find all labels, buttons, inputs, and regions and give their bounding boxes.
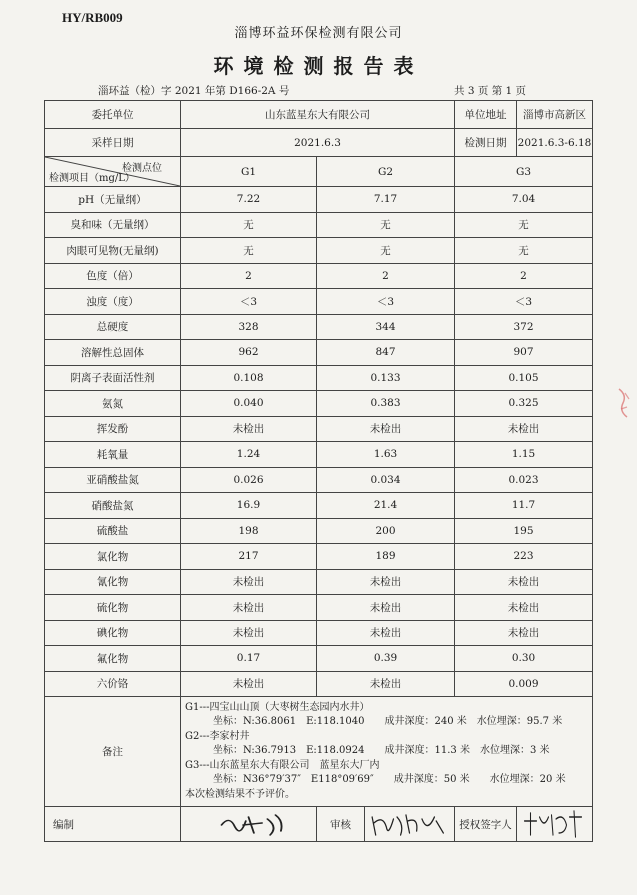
- client-row: [45, 101, 593, 129]
- compiled-by-label: 编制: [45, 807, 181, 842]
- signature-image: [181, 807, 316, 841]
- value-g3: 195: [455, 518, 593, 544]
- value-g3: 未检出: [455, 620, 593, 646]
- table-row: [45, 340, 593, 366]
- value-g3: 0.30: [455, 646, 593, 672]
- test-item-name: 耗氧量: [45, 442, 181, 468]
- signature-row: [45, 807, 593, 842]
- value-g2: 189: [317, 544, 455, 570]
- value-g1: 无: [181, 238, 317, 264]
- sampling-date-value: 2021.6.3: [181, 129, 455, 157]
- table-row: [45, 671, 593, 697]
- value-g1: 962: [181, 340, 317, 366]
- test-item-name: 亚硝酸盐氮: [45, 467, 181, 493]
- value-g2: 未检出: [317, 595, 455, 621]
- notes-label: 备注: [45, 697, 181, 807]
- table-row: [45, 442, 593, 468]
- value-g1: 328: [181, 314, 317, 340]
- column-header-g3: G3: [455, 157, 593, 187]
- table-row: [45, 391, 593, 417]
- authorized-signatory-label: 授权签字人: [455, 807, 517, 842]
- value-g2: 0.39: [317, 646, 455, 672]
- value-g3: 无: [455, 238, 593, 264]
- company-name: 淄博环益环保检测有限公司: [234, 26, 403, 41]
- test-item-label: 检测项目（mg/L）: [49, 173, 135, 184]
- table-row: [45, 416, 593, 442]
- test-item-name: 氟化物: [45, 646, 181, 672]
- signature-image: [517, 807, 592, 841]
- test-item-name: 硫酸盐: [45, 518, 181, 544]
- value-g2: 200: [317, 518, 455, 544]
- value-g1: 217: [181, 544, 317, 570]
- note-line: G3---山东蓝星东大有限公司 蓝星东大厂内: [185, 759, 380, 771]
- table-row: [45, 263, 593, 289]
- note-line: 坐标：N:36.8061 E:118.1040 成井深度：240 米 水位埋深：95.7 米: [213, 716, 563, 728]
- notes-row: [45, 697, 593, 807]
- table-row: [45, 365, 593, 391]
- value-g3: 11.7: [455, 493, 593, 519]
- address-value: 淄博市高新区: [517, 101, 593, 129]
- page-number: 共 3 页 第 1 页: [454, 85, 527, 97]
- table-row: [45, 238, 593, 264]
- value-g1: 0.17: [181, 646, 317, 672]
- table-row: [45, 187, 593, 213]
- table-row: [45, 620, 593, 646]
- report-title: 环境检测报告表: [213, 54, 424, 78]
- table-row: [45, 493, 593, 519]
- column-header-row: [45, 157, 593, 187]
- test-item-name: 总硬度: [45, 314, 181, 340]
- test-item-name: 碘化物: [45, 620, 181, 646]
- value-g2: 7.17: [317, 187, 455, 213]
- value-g1: 未检出: [181, 416, 317, 442]
- column-header-g1: G1: [181, 157, 317, 187]
- signature-image: [365, 807, 454, 841]
- value-g3: 1.15: [455, 442, 593, 468]
- client-label: 委托单位: [45, 101, 181, 129]
- value-g3: 223: [455, 544, 593, 570]
- note-line: 坐标：N:36.7913 E:118.0924 成井深度：11.3 米 水位埋深：3 米: [213, 745, 550, 757]
- value-g2: 0.133: [317, 365, 455, 391]
- value-g1: 7.22: [181, 187, 317, 213]
- value-g2: 0.034: [317, 467, 455, 493]
- value-g2: 344: [317, 314, 455, 340]
- table-row: [45, 595, 593, 621]
- column-header-g2: G2: [317, 157, 455, 187]
- value-g2: 2: [317, 263, 455, 289]
- value-g3: 0.009: [455, 671, 593, 697]
- diagonal-header-cell: [45, 157, 181, 187]
- sampling-point-label: 检测点位: [122, 163, 162, 174]
- value-g3: 0.023: [455, 467, 593, 493]
- value-g1: 2: [181, 263, 317, 289]
- reviewed-by-signature: [365, 807, 455, 842]
- value-g2: 无: [317, 238, 455, 264]
- table-row: [45, 212, 593, 238]
- table-row: [45, 518, 593, 544]
- testing-date-label: 检测日期: [455, 129, 517, 157]
- test-item-name: 阴离子表面活性剂: [45, 365, 181, 391]
- table-row: [45, 467, 593, 493]
- value-g3: 0.325: [455, 391, 593, 417]
- value-g1: ＜3: [181, 289, 317, 315]
- value-g1: 未检出: [181, 569, 317, 595]
- test-item-name: pH（无量纲）: [45, 187, 181, 213]
- value-g2: 未检出: [317, 416, 455, 442]
- table-row: [45, 646, 593, 672]
- value-g3: ＜3: [455, 289, 593, 315]
- table-row: [45, 289, 593, 315]
- value-g2: 21.4: [317, 493, 455, 519]
- value-g1: 未检出: [181, 595, 317, 621]
- address-label: 单位地址: [455, 101, 517, 129]
- note-line: 坐标：N36°79′37″ E118°09′69″ 成井深度：50 米 水位埋深：20 米: [213, 774, 566, 786]
- value-g3: 7.04: [455, 187, 593, 213]
- table-row: [45, 544, 593, 570]
- report-reference-number: 淄环益（检）字 2021 年第 D166-2A 号: [98, 85, 290, 97]
- authorized-signature: [517, 807, 593, 842]
- test-item-name: 六价铬: [45, 671, 181, 697]
- value-g1: 未检出: [181, 671, 317, 697]
- note-line: G2---李家村井: [185, 730, 250, 742]
- value-g3: 0.105: [455, 365, 593, 391]
- test-item-name: 肉眼可见物(无量纲): [45, 238, 181, 264]
- value-g2: 未检出: [317, 569, 455, 595]
- test-item-name: 氯化物: [45, 544, 181, 570]
- document-code: HY/RB009: [62, 10, 123, 25]
- value-g2: 未检出: [317, 620, 455, 646]
- value-g1: 0.108: [181, 365, 317, 391]
- notes-content: [181, 697, 593, 807]
- value-g2: 1.63: [317, 442, 455, 468]
- value-g1: 16.9: [181, 493, 317, 519]
- test-item-name: 臭和味（无量纲）: [45, 212, 181, 238]
- value-g1: 198: [181, 518, 317, 544]
- value-g3: 907: [455, 340, 593, 366]
- value-g1: 1.24: [181, 442, 317, 468]
- compiled-by-signature: [181, 807, 317, 842]
- test-item-name: 溶解性总固体: [45, 340, 181, 366]
- value-g3: 372: [455, 314, 593, 340]
- value-g2: 0.383: [317, 391, 455, 417]
- table-row: [45, 569, 593, 595]
- value-g1: 0.026: [181, 467, 317, 493]
- value-g1: 0.040: [181, 391, 317, 417]
- value-g2: ＜3: [317, 289, 455, 315]
- results-table: [44, 100, 593, 842]
- reviewed-by-label: 审核: [317, 807, 365, 842]
- test-item-name: 色度（倍）: [45, 263, 181, 289]
- test-item-name: 硫化物: [45, 595, 181, 621]
- note-line: G1---四宝山山顶（大枣树生态园内水井）: [185, 701, 370, 713]
- value-g1: 无: [181, 212, 317, 238]
- date-row: [45, 129, 593, 157]
- test-item-name: 氰化物: [45, 569, 181, 595]
- value-g1: 未检出: [181, 620, 317, 646]
- sampling-date-label: 采样日期: [45, 129, 181, 157]
- table-row: [45, 314, 593, 340]
- note-line: 本次检测结果不予评价。: [185, 788, 295, 800]
- test-item-name: 氨氮: [45, 391, 181, 417]
- value-g3: 2: [455, 263, 593, 289]
- value-g3: 未检出: [455, 595, 593, 621]
- test-item-name: 硝酸盐氮: [45, 493, 181, 519]
- value-g3: 无: [455, 212, 593, 238]
- value-g3: 未检出: [455, 416, 593, 442]
- test-item-name: 挥发酚: [45, 416, 181, 442]
- client-value: 山东蓝星东大有限公司: [181, 101, 455, 129]
- stamp-mark: [615, 385, 633, 425]
- value-g2: 未检出: [317, 671, 455, 697]
- testing-date-value: 2021.6.3-6.18: [517, 129, 593, 157]
- test-item-name: 浊度（度）: [45, 289, 181, 315]
- value-g2: 无: [317, 212, 455, 238]
- value-g2: 847: [317, 340, 455, 366]
- value-g3: 未检出: [455, 569, 593, 595]
